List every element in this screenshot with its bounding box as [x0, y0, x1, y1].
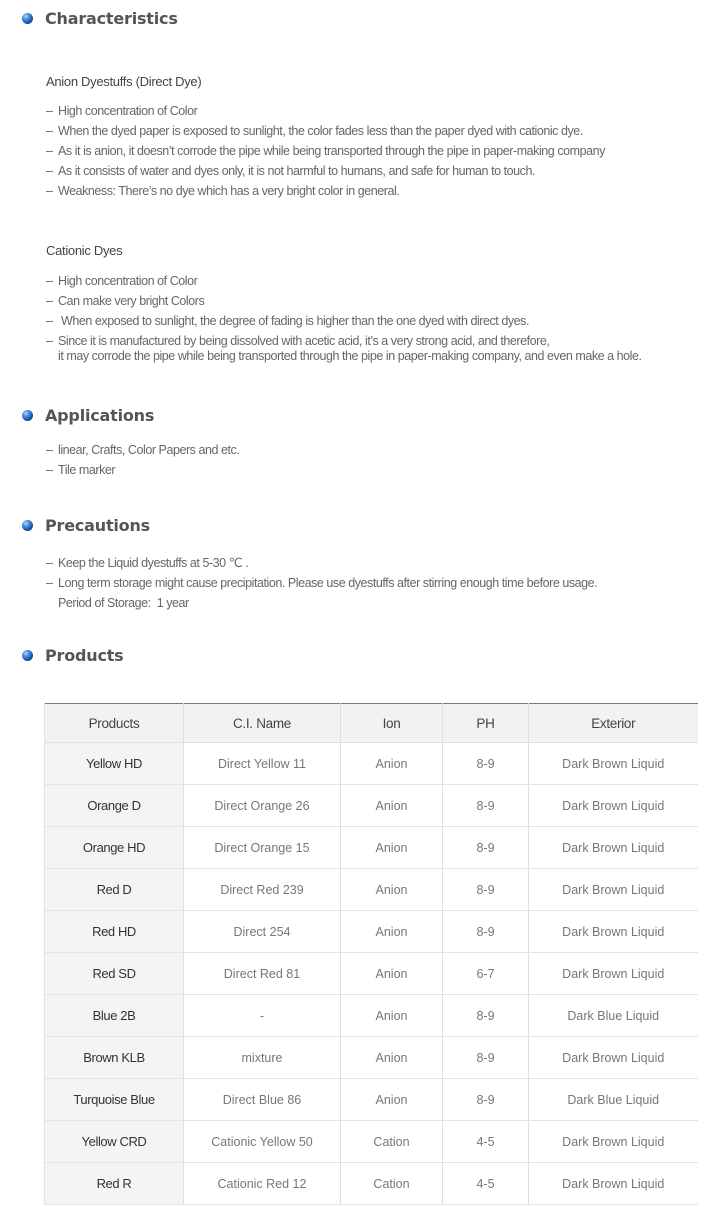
ph: 8-9 [443, 743, 529, 785]
ph: 8-9 [443, 1079, 529, 1121]
ion: Anion [341, 953, 443, 995]
table-row [45, 1037, 698, 1079]
bullet-icon [22, 650, 33, 661]
column-header: PH [443, 704, 529, 743]
ph: 6-7 [443, 953, 529, 995]
section-title-precautions: Precautions [45, 516, 150, 535]
list-item: – linear, Crafts, Color Papers and etc. [46, 443, 240, 457]
ci-name: Direct Blue 86 [184, 1079, 341, 1121]
cationic-list [46, 271, 642, 364]
table-header-row [45, 704, 698, 743]
exterior: Dark Brown Liquid [529, 953, 698, 995]
list-item: – When the dyed paper is exposed to sunlight, the color fades less than the paper dyed with cationic dye. [46, 124, 583, 138]
section-characteristics [22, 9, 178, 28]
section-products [22, 646, 124, 665]
ci-name: mixture [184, 1037, 341, 1079]
ion: Anion [341, 1079, 443, 1121]
exterior: Dark Brown Liquid [529, 911, 698, 953]
ci-name: Direct Yellow 11 [184, 743, 341, 785]
section-title-characteristics: Characteristics [45, 9, 178, 28]
ph: 8-9 [443, 869, 529, 911]
section-title-applications: Applications [45, 406, 155, 425]
ci-name: Direct Red 81 [184, 953, 341, 995]
product-name: Yellow HD [45, 743, 184, 785]
table-row [45, 953, 698, 995]
ci-name: Direct Red 239 [184, 869, 341, 911]
product-name: Orange HD [45, 827, 184, 869]
ion: Anion [341, 1037, 443, 1079]
list-item: – As it is anion, it doesn’t corrode the pipe while being transported through the pipe in paper-making company [46, 144, 605, 158]
ion: Anion [341, 743, 443, 785]
bullet-icon [22, 520, 33, 531]
exterior: Dark Brown Liquid [529, 1121, 698, 1163]
ph: 8-9 [443, 785, 529, 827]
precautions-list [46, 553, 597, 613]
ion: Anion [341, 869, 443, 911]
table-row [45, 869, 698, 911]
product-name: Blue 2B [45, 995, 184, 1037]
product-name: Turquoise Blue [45, 1079, 184, 1121]
applications-list [46, 440, 239, 480]
ph: 8-9 [443, 1037, 529, 1079]
product-name: Yellow CRD [45, 1121, 184, 1163]
ci-name: Cationic Red 12 [184, 1163, 341, 1205]
anion-subheading: Anion Dyestuffs (Direct Dye) [46, 74, 202, 89]
ci-name: Direct 254 [184, 911, 341, 953]
section-title-products: Products [45, 646, 124, 665]
column-header: Ion [341, 704, 443, 743]
table-row [45, 1121, 698, 1163]
storage-period: Period of Storage: 1 year [58, 596, 189, 610]
ion: Anion [341, 911, 443, 953]
table-row [45, 827, 698, 869]
ion: Cation [341, 1163, 443, 1205]
anion-list [46, 101, 605, 201]
ion: Anion [341, 827, 443, 869]
column-header: Exterior [529, 704, 698, 743]
list-item: – As it consists of water and dyes only, it is not harmful to humans, and safe for human to touch. [46, 164, 535, 178]
ph: 8-9 [443, 995, 529, 1037]
product-name: Red HD [45, 911, 184, 953]
bullet-icon [22, 410, 33, 421]
product-name: Orange D [45, 785, 184, 827]
list-item: – Can make very bright Colors [46, 294, 205, 308]
section-precautions [22, 516, 150, 535]
ci-name: Direct Orange 26 [184, 785, 341, 827]
product-name: Red D [45, 869, 184, 911]
exterior: Dark Brown Liquid [529, 1037, 698, 1079]
column-header: C.I. Name [184, 704, 341, 743]
list-item: – Since it is manufactured by being dissolved with acetic acid, it’s a very strong acid, and therefore, it may corrode the pipe while being transported through the pipe in paper-making company, and even make a hole. [46, 334, 642, 363]
exterior: Dark Brown Liquid [529, 743, 698, 785]
column-header: Products [45, 704, 184, 743]
list-item: – High concentration of Color [46, 104, 198, 118]
table-row [45, 743, 698, 785]
ph: 8-9 [443, 827, 529, 869]
exterior: Dark Brown Liquid [529, 827, 698, 869]
ci-name: Cationic Yellow 50 [184, 1121, 341, 1163]
ion: Anion [341, 785, 443, 827]
ph: 4-5 [443, 1121, 529, 1163]
table-row [45, 911, 698, 953]
table-row [45, 995, 698, 1037]
list-item: – High concentration of Color [46, 274, 198, 288]
table-row [45, 1079, 698, 1121]
list-item: – Keep the Liquid dyestuffs at 5-30 ℃ . [46, 556, 249, 570]
exterior: Dark Brown Liquid [529, 785, 698, 827]
ph: 4-5 [443, 1163, 529, 1205]
exterior: Dark Brown Liquid [529, 1163, 698, 1205]
list-item [46, 593, 597, 613]
exterior: Dark Brown Liquid [529, 869, 698, 911]
cationic-subheading: Cationic Dyes [46, 243, 123, 258]
table-row [45, 1163, 698, 1205]
section-applications [22, 406, 154, 425]
exterior: Dark Blue Liquid [529, 1079, 698, 1121]
ion: Cation [341, 1121, 443, 1163]
list-item: – Tile marker [46, 463, 116, 477]
products-table [44, 703, 698, 1205]
exterior: Dark Blue Liquid [529, 995, 698, 1037]
product-name: Red R [45, 1163, 184, 1205]
ion: Anion [341, 995, 443, 1037]
ci-name: - [184, 995, 341, 1037]
list-item: – Long term storage might cause precipitation. Please use dyestuffs after stirring enough time before usage. [46, 576, 598, 590]
table-row [45, 785, 698, 827]
bullet-icon [22, 13, 33, 24]
list-item: – When exposed to sunlight, the degree of fading is higher than the one dyed with direct dyes. [46, 314, 529, 328]
list-item: – Weakness: There’s no dye which has a very bright color in general. [46, 184, 400, 198]
ph: 8-9 [443, 911, 529, 953]
product-name: Brown KLB [45, 1037, 184, 1079]
product-name: Red SD [45, 953, 184, 995]
ci-name: Direct Orange 15 [184, 827, 341, 869]
